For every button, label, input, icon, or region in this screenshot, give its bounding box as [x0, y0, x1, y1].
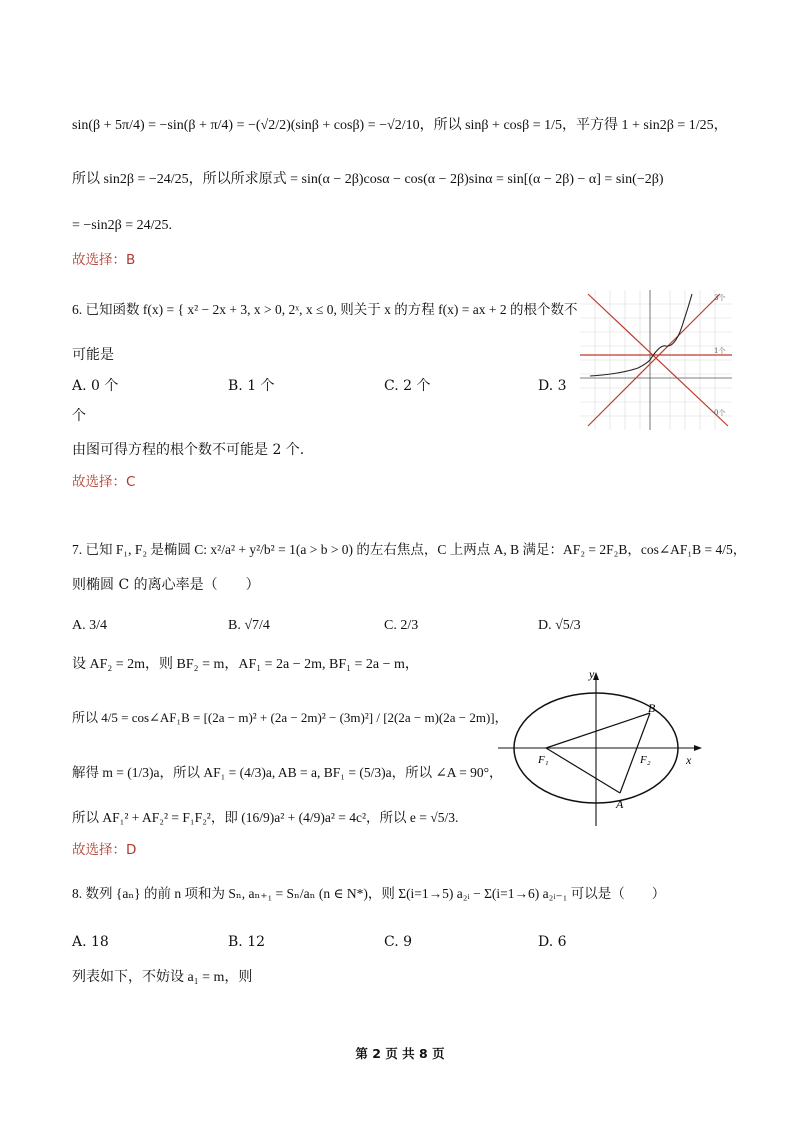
- q6-explanation: 由图可得方程的根个数不可能是 2 个.: [72, 442, 305, 458]
- x-axis-arrow: [694, 745, 702, 751]
- q7-option-c: C. 2/3: [384, 618, 419, 633]
- graph-label-1: 1个: [714, 347, 726, 355]
- label-y: y: [589, 668, 595, 681]
- q6-option-c: C. 2 个: [384, 378, 431, 394]
- q8-table-intro: 列表如下，不妨设 a₁ = m，则: [72, 970, 253, 985]
- q8-option-a: A. 18: [72, 934, 109, 950]
- q8-option-d: D. 6: [538, 934, 567, 950]
- q7-option-d: D. √5/3: [538, 618, 581, 633]
- segment-f1-a: [546, 748, 620, 793]
- q7-solution-2: 所以 4/5 = cos∠AF₁B = [(2a − m)² + (2a − 2m)² − (3m)²] / [2(2a − m)(2a − 2m)]，: [72, 710, 508, 725]
- segment-f1-b: [546, 713, 650, 748]
- q6-option-d-tail: 个: [72, 408, 86, 424]
- q8-option-b: B. 12: [228, 934, 266, 950]
- q5-line1: sin(β + 5π/4) = −sin(β + π/4) = −(√2/2)(sinβ + cosβ) = −√2/10，所以 sinβ + cosβ = 1/5，平方得 1 + sin2β = 1/25，: [72, 118, 728, 133]
- q7-ellipse-figure: [498, 668, 708, 828]
- label-f1: F₁: [538, 754, 549, 766]
- q7-solution-1: 设 AF₂ = 2m，则 BF₂ = m，AF₁ = 2a − 2m, BF₁ = 2a − m，: [72, 657, 419, 672]
- q7-answer: 故选择：D: [72, 842, 137, 858]
- q6-answer: 故选择：C: [72, 474, 136, 490]
- q6-stem-cont: 可能是: [72, 347, 114, 363]
- q5-line2: 所以 sin2β = −24/25，所以所求原式 = sin(α − 2β)cosα − cos(α − 2β)sinα = sin[(α − 2β) − α] = sin(−2β): [72, 172, 664, 187]
- page-footer: 第 2 页 共 8 页: [355, 1046, 445, 1061]
- q5-answer: 故选择：B: [72, 252, 136, 268]
- q6-function-graph: [580, 290, 732, 430]
- graph-label-3: 3个: [714, 294, 726, 302]
- q7-solution-4: 所以 AF₁² + AF₂² = F₁F₂²，即 (16/9)a² + (4/9)a² = 4c²，所以 e = √5/3.: [72, 810, 459, 825]
- segment-b-a: [620, 713, 650, 793]
- q8-stem: 8. 数列 {aₙ} 的前 n 项和为 Sₙ, aₙ₊₁ = Sₙ/aₙ (n ∈ N*)，则 Σ(i=1→5) a₂ᵢ − Σ(i=1→6) a₂ᵢ₋₁ 可以是（ ）: [72, 886, 666, 901]
- q7-solution-3: 解得 m = (1/3)a，所以 AF₁ = (4/3)a, AB = a, BF₁ = (5/3)a，所以 ∠A = 90°，: [72, 765, 503, 780]
- q6-stem: 6. 已知函数 f(x) = { x² − 2x + 3, x > 0, 2ˣ, x ≤ 0, 则关于 x 的方程 f(x) = ax + 2 的根个数不: [72, 302, 578, 317]
- graph-label-0: 0个: [714, 409, 726, 417]
- q7-option-b: B. √7/4: [228, 618, 270, 633]
- label-x: x: [686, 753, 692, 767]
- q7-stem: 7. 已知 F₁, F₂ 是椭圆 C: x²/a² + y²/b² = 1(a > b > 0) 的左右焦点，C 上两点 A, B 满足：AF₂ = 2F₂B，cos∠AF₁B = 4/5，: [72, 542, 747, 557]
- q6-option-b: B. 1 个: [228, 378, 275, 394]
- label-a: A: [616, 797, 624, 811]
- q8-option-c: C. 9: [384, 934, 413, 950]
- q7-stem-cont: 则椭圆 C 的离心率是（ ）: [72, 577, 260, 593]
- q7-option-a: A. 3/4: [72, 618, 107, 633]
- q6-option-d: D. 3: [538, 378, 567, 394]
- q5-line3: = −sin2β = 24/25.: [72, 218, 173, 233]
- q6-option-a: A. 0 个: [72, 378, 119, 394]
- label-f2: F₂: [640, 754, 651, 766]
- label-b: B: [648, 701, 656, 715]
